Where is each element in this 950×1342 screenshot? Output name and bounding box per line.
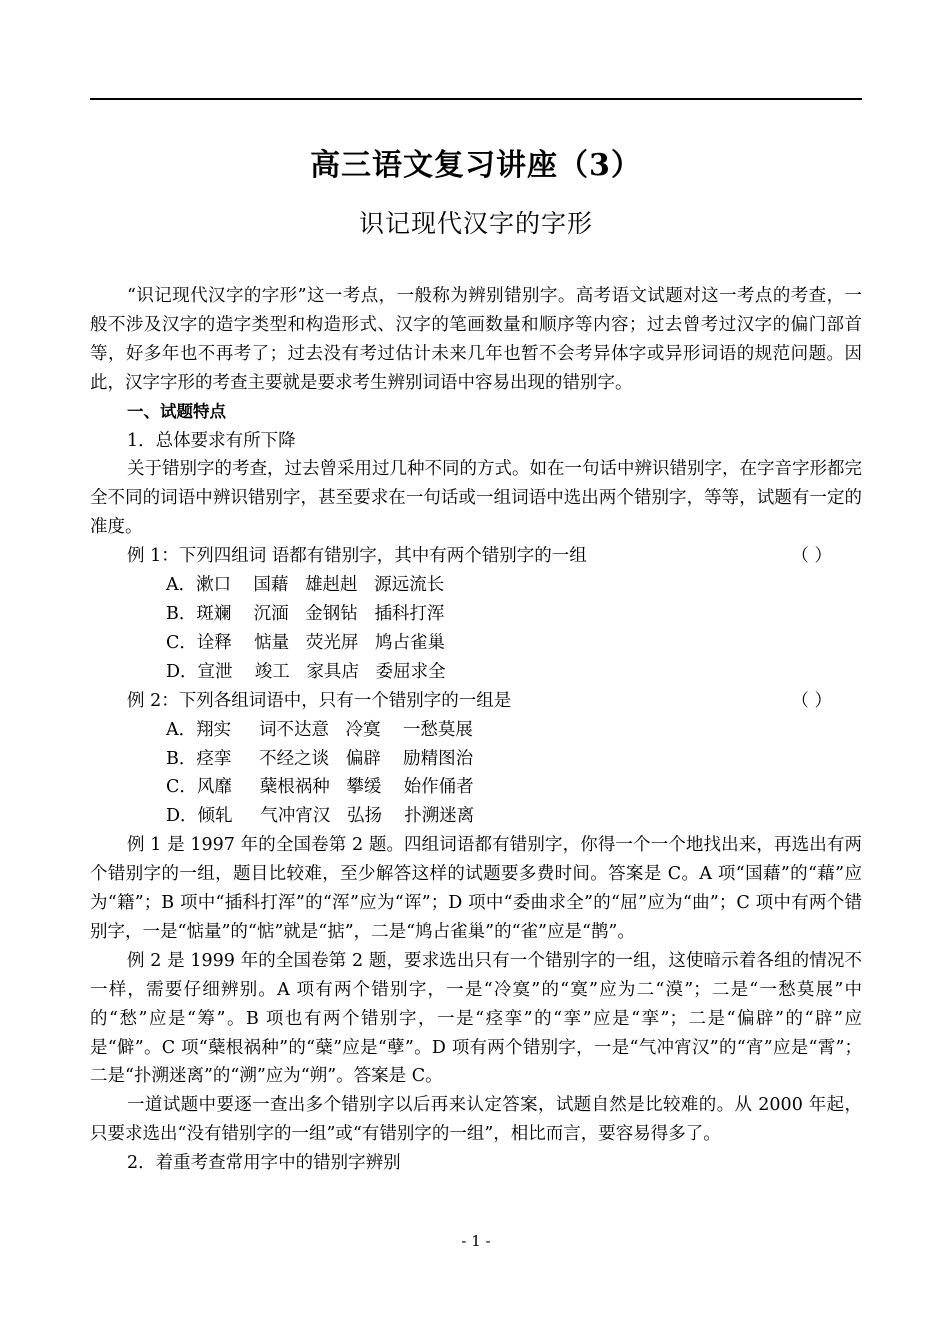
option-c: C．风靡 蘖根祸种 攀缓 始作俑者 bbox=[166, 777, 474, 798]
document-body bbox=[90, 282, 862, 1178]
intro-paragraph: “识记现代汉字的字形”这一考点，一般称为辨别错别字。高考语文试题对这一考点的考查，一般不涉及汉字的造字类型和构造形式、汉字的笔画数量和顺序等内容；过去曾考过汉字的偏门部首等，好多年也不再考了；过去没有考过估计未来几年也暂不会考异体字或异形词语的规范问题。因此，汉字字形的考查主要就是要求考生辨别词语中容易出现的错别字。 bbox=[90, 286, 862, 393]
example-question-text: 例 2：下列各组词语中，只有一个错别字的一组是 bbox=[127, 690, 512, 711]
option-b: B．痉挛 不经之谈 偏辟 励精图治 bbox=[166, 748, 474, 769]
option-c: C．诠释 惦量 荧光屏 鸠占雀巢 bbox=[166, 632, 446, 653]
document-title: 高三语文复习讲座（3） bbox=[310, 148, 642, 183]
paragraph: 一道试题中要逐一查出多个错别字以后再来认定答案，试题自然是比较难的。从 2000 年起，只要求选出“没有错别字的一组”或“有错别字的一组”，相比而言，要容易得多了。 bbox=[90, 1095, 862, 1145]
option-d: D．宣泄 竣工 家具店 委屈求全 bbox=[166, 661, 446, 682]
example-question bbox=[90, 687, 862, 716]
example-question bbox=[90, 542, 862, 571]
example-question-text: 例 1：下列四组词 语都有错别字，其中有两个错别字的一组 bbox=[127, 546, 587, 567]
subsection-heading: 1．总体要求有所下降 bbox=[127, 430, 296, 451]
answer-bracket: （ ） bbox=[791, 546, 832, 567]
answer-bracket: （ ） bbox=[791, 690, 832, 711]
option-b: B．斑斓 沉湎 金钢钻 插科打浑 bbox=[166, 603, 445, 624]
analysis-paragraph: 例 2 是 1999 年的全国卷第 2 题，要求选出只有一个错别字的一组，这使暗示着各组的情况不一样，需要仔细辨别。A 项有两个错别字，一是“冷寞”的“寞”应为二“漠”；二是“一愁莫展”中的“愁”应是“筹”。B 项也有两个错别字，一是“痉挛”的“挛”应是“挛”；二是“偏辟”的“辟”应是“僻”。C 项“蘖根祸种”的“蘖”应是“孽”。D 项有两个错别字，一是“气冲宵汉”的“宵”应是“霄”；二是“扑溯迷离”的“溯”应为“朔”。答案是 C。 bbox=[90, 950, 862, 1087]
option-a: A．漱口 国藉 雄赳赳 源远流长 bbox=[166, 575, 445, 596]
page-number: - 1 - bbox=[461, 1232, 491, 1250]
header-rule bbox=[90, 98, 862, 100]
option-a: A．翔实 词不达意 冷寞 一愁莫展 bbox=[166, 719, 473, 740]
subsection-heading: 2．着重考查常用字中的错别字辨别 bbox=[127, 1153, 401, 1174]
option-d: D．倾轧 气冲宵汉 弘扬 扑溯迷离 bbox=[166, 806, 475, 827]
paragraph: 关于错别字的考查，过去曾采用过几种不同的方式。如在一句话中辨识错别字，在字音字形都完全不同的词语中辨识错别字，甚至要求在一句话或一组词语中选出两个错别字，等等，试题有一定的准度。 bbox=[90, 459, 862, 538]
document-subtitle: 识记现代汉字的字形 bbox=[358, 209, 593, 238]
analysis-paragraph: 例 1 是 1997 年的全国卷第 2 题。四组词语都有错别字，你得一个一个地找出来，再选出有两个错别字的一组，题目比较难，至少解答这样的试题要多费时间。答案是 C。A 项“国藉”的“藉”应为“籍”；B 项中“插科打浑”的“浑”应为“诨”；D 项中“委曲求全”的“屈”应为“曲”；C 项中有两个错别字，一是“惦量”的“惦”就是“掂”，二是“鸠占雀巢”的“雀”应是“鹊”。 bbox=[90, 835, 862, 942]
section-heading: 一、试题特点 bbox=[127, 401, 226, 421]
